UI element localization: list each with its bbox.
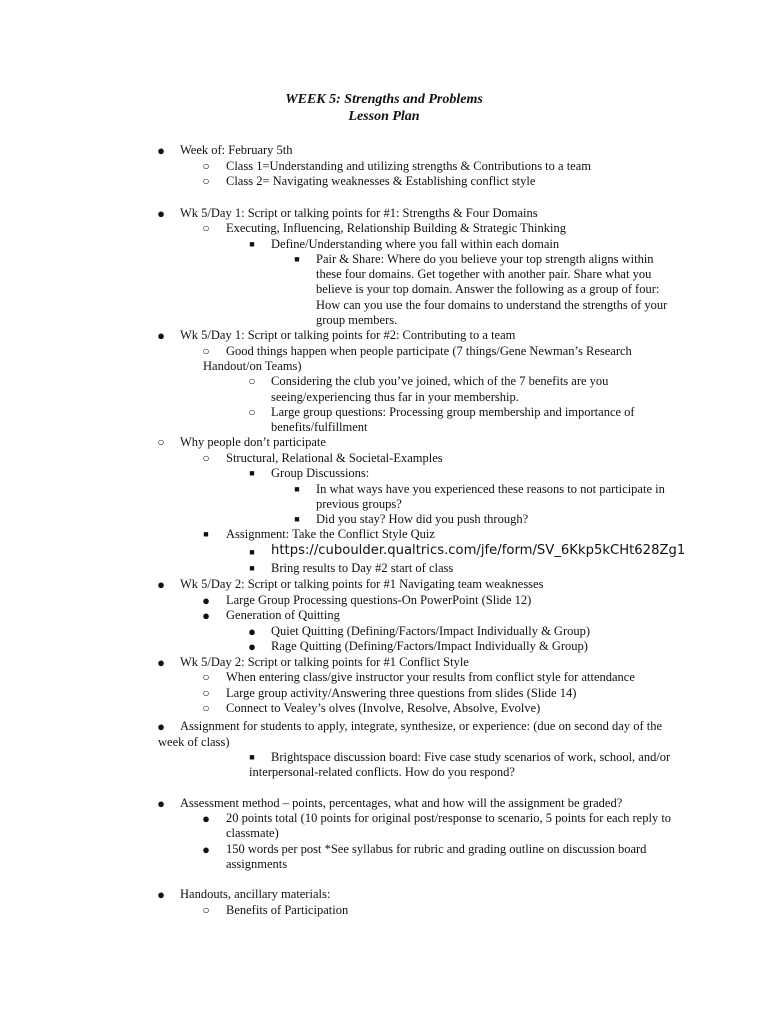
pair-share-line-1: Pair & Share: Where do you believe your top strength aligns within [316, 252, 654, 266]
brightspace-line-2: interpersonal-related conflicts. How do you respond? [249, 765, 515, 779]
class1-item: Class 1=Understanding and utilizing strengths & Contributions to a team [226, 159, 591, 173]
bullet-dot-icon: ● [157, 655, 165, 670]
bullet-dot-icon: ● [157, 206, 165, 221]
bullet-square-icon: ■ [249, 468, 255, 478]
assignment-quiz-item: Assignment: Take the Conflict Style Quiz [226, 527, 435, 541]
bullet-square-icon: ■ [249, 563, 255, 573]
bullet-dot-icon: ● [157, 143, 165, 158]
bullet-circle-icon: ○ [202, 174, 210, 188]
bullet-dot-icon: ● [202, 608, 210, 623]
bullet-circle-icon: ○ [202, 159, 210, 173]
bullet-square-icon: ■ [203, 529, 209, 539]
define-domain-item: Define/Understanding where you fall within each domain [271, 237, 560, 251]
group-discussions-item: Group Discussions: [271, 466, 370, 480]
bring-results-item: Bring results to Day #2 start of class [271, 561, 454, 575]
assignment-students-line-2: week of class) [158, 735, 230, 749]
page-title: WEEK 5: Strengths and Problems [285, 92, 483, 107]
large-activity-item: Large group activity/Answering three questions from slides (Slide 14) [226, 686, 577, 700]
bullet-dot-icon: ● [157, 719, 165, 734]
pair-share-line-2: these four domains. Get together with another pair. Share what you [316, 267, 652, 281]
words-line-2: assignments [226, 857, 288, 871]
club-line-2: seeing/experiencing thus far in your membership. [271, 390, 519, 404]
wk2-conflict-item: Wk 5/Day 2: Script or talking points for #1 Conflict Style [180, 655, 469, 669]
club-line-1: Considering the club you’ve joined, which of the 7 benefits are you [271, 374, 609, 388]
bullet-dot-icon: ● [157, 887, 165, 902]
bullet-square-icon: ■ [294, 514, 300, 524]
bullet-circle-icon: ○ [157, 435, 165, 449]
ways-line-1: In what ways have you experienced these reasons to not participate in [316, 482, 665, 496]
vealey-item: Connect to Vealey’s olves (Involve, Resolve, Absolve, Evolve) [226, 701, 541, 715]
words-line-1: 150 words per post *See syllabus for rubric and grading outline on discussion board [226, 842, 647, 856]
bullet-dot-icon: ● [202, 842, 210, 857]
bullet-dot-icon: ● [157, 328, 165, 343]
domains-item: Executing, Influencing, Relationship Building & Strategic Thinking [226, 221, 566, 235]
bullet-circle-icon: ○ [202, 221, 210, 235]
entering-class-item: When entering class/give instructor your results from conflict style for attendance [226, 670, 635, 684]
why-not-item: Why people don’t participate [180, 435, 326, 449]
points-line-1: 20 points total (10 points for original post/response to scenario, 5 points for each reply to [226, 811, 672, 825]
good-things-line-2: Handout/on Teams) [203, 359, 302, 373]
wk2-weaknesses-item: Wk 5/Day 2: Script or talking points for #1 Navigating team weaknesses [180, 577, 544, 591]
did-stay-item: Did you stay? How did you push through? [316, 512, 529, 526]
bullet-circle-icon: ○ [248, 405, 256, 419]
bullet-circle-icon: ○ [202, 686, 210, 700]
large-processing-item: Large Group Processing questions-On PowerPoint (Slide 12) [226, 593, 532, 607]
benefits-item: Benefits of Participation [226, 903, 349, 917]
points-line-2: classmate) [226, 826, 279, 840]
ways-line-2: previous groups? [316, 497, 402, 511]
large-questions-line-2: benefits/fulfillment [271, 420, 368, 434]
bullet-circle-icon: ○ [248, 374, 256, 388]
page-subtitle: Lesson Plan [348, 109, 420, 124]
assignment-students-line-1: Assignment for students to apply, integrate, synthesize, or experience: (due on second day of the [180, 719, 663, 733]
quiet-quitting-item: Quiet Quitting (Defining/Factors/Impact Individually & Group) [271, 624, 591, 638]
pair-share-line-5: group members. [316, 313, 398, 327]
wk1-strengths-item: Wk 5/Day 1: Script or talking points for #1: Strengths & Four Domains [180, 206, 538, 220]
bullet-square-icon: ■ [294, 254, 300, 264]
class2-item: Class 2= Navigating weaknesses & Establishing conflict style [226, 174, 536, 188]
quiz-url-link[interactable]: https://cuboulder.qualtrics.com/jfe/form/SV_6Kkp5kCHt628Zg1 [271, 543, 686, 558]
bullet-dot-icon: ● [202, 593, 210, 608]
pair-share-line-3: believe is your top domain. Answer the following as a group of four: [316, 282, 660, 296]
bullet-dot-icon: ● [202, 811, 210, 826]
rage-quitting-item: Rage Quitting (Defining/Factors/Impact Individually & Group) [271, 639, 588, 653]
wk1-contrib-item: Wk 5/Day 1: Script or talking points for #2: Contributing to a team [180, 328, 516, 342]
generation-quitting-item: Generation of Quitting [226, 608, 340, 622]
structural-item: Structural, Relational & Societal-Examples [226, 451, 443, 465]
bullet-circle-icon: ○ [202, 451, 210, 465]
pair-share-line-4: How can you use the four domains to understand the strengths of your [316, 298, 668, 312]
bullet-circle-icon: ○ [202, 903, 210, 917]
brightspace-line-1: Brightspace discussion board: Five case study scenarios of work, school, and/or [271, 750, 671, 764]
large-questions-line-1: Large group questions: Processing group membership and importance of [271, 405, 635, 419]
week-of-item: Week of: February 5th [180, 143, 293, 157]
bullet-dot-icon: ● [248, 639, 256, 654]
bullet-dot-icon: ● [248, 624, 256, 639]
bullet-circle-icon: ○ [202, 701, 210, 715]
good-things-line-1: Good things happen when people participate (7 things/Gene Newman’s Research [226, 344, 632, 358]
handouts-item: Handouts, ancillary materials: [180, 887, 331, 901]
bullet-circle-icon: ○ [202, 344, 210, 358]
assessment-item: Assessment method – points, percentages, what and how will the assignment be graded? [180, 796, 623, 810]
bullet-dot-icon: ● [157, 796, 165, 811]
bullet-square-icon: ■ [294, 484, 300, 494]
bullet-square-icon: ■ [249, 547, 255, 557]
bullet-square-icon: ■ [249, 752, 255, 762]
bullet-square-icon: ■ [249, 239, 255, 249]
bullet-dot-icon: ● [157, 577, 165, 592]
bullet-circle-icon: ○ [202, 670, 210, 684]
